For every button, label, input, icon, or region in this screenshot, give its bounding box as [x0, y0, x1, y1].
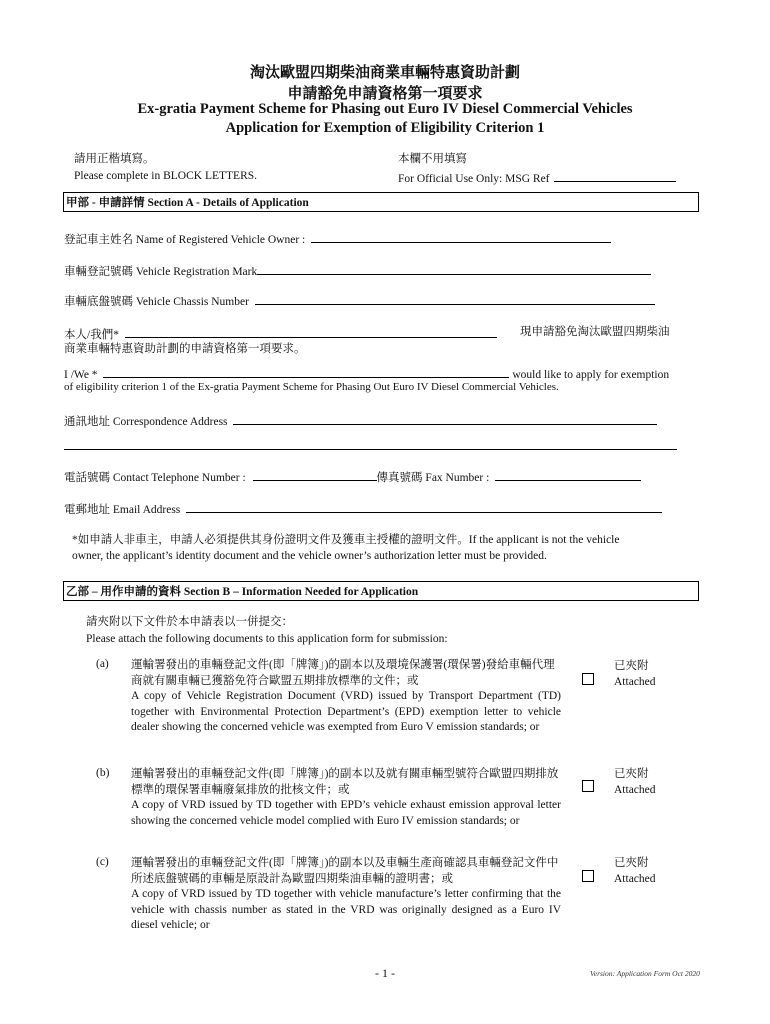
note-en-1: If the applicant is not the vehicle: [468, 534, 620, 546]
item-a-attached-label: [614, 658, 656, 690]
owner-name-row: [64, 230, 611, 248]
declaration-en-prefix: I /We *: [64, 369, 98, 381]
chassis-number-row: [64, 292, 655, 310]
section-b-heading: 乙部 – 用作申請的資料 Section B – Information Needed for Application: [63, 581, 699, 601]
item-c-zh: 運輸署發出的車輛登記文件(即「牌簿」)的副本以及車輛生產商確認具車輛登記文件中所述底盤號碼的車輛是原設計為歐盟四期柴油車輛的證明書；或: [131, 857, 559, 885]
instruction-zh: 請用正楷填寫。: [74, 153, 155, 165]
section-b-intro-zh: 請夾附以下文件於本申請表以一併提交：: [86, 616, 293, 628]
item-b-attached-checkbox[interactable]: [582, 780, 594, 792]
declaration-en-line2: of eligibility criterion 1 of the Ex-gratia Payment Scheme for Phasing Out Euro IV Diesel Commercial Vehicles.: [64, 381, 559, 393]
page-number: - 1 -: [375, 966, 395, 980]
version-label: Version: Application Form Oct 2020: [590, 969, 700, 978]
section-b-intro-en: Please attach the following documents to this application form for submission:: [86, 633, 448, 645]
title-zh-1: 淘汰歐盟四期柴油商業車輛特惠資助計劃: [249, 65, 520, 81]
phone-field[interactable]: [253, 468, 377, 481]
declaration-name-field-zh[interactable]: [125, 325, 497, 338]
item-a-attached-zh: 已夾附: [614, 660, 649, 672]
phone-label: 電話號碼 Contact Telephone Number :: [64, 472, 246, 484]
declaration-zh-prefix: 本人/我們*: [64, 329, 119, 341]
email-label: 電郵地址 Email Address: [64, 504, 181, 516]
item-a-tag: (a): [96, 658, 109, 670]
official-use-en: [398, 169, 676, 187]
owner-name-field[interactable]: [311, 230, 611, 243]
registration-mark-field[interactable]: [257, 262, 651, 275]
item-a-en: A copy of Vehicle Registration Document (VRD) issued by Transport Department (TD) together with Environmental Protection Department’s (EPD) exemption letter to vehicle dealer showing the concerned vehicle was exempted from Euro V emission standards; or: [131, 690, 561, 733]
item-b-tag: (b): [96, 767, 110, 779]
msg-ref-field[interactable]: [554, 169, 676, 182]
registration-mark-row: [64, 262, 651, 280]
item-b-attached-en: Attached: [614, 784, 656, 796]
address-field-line2[interactable]: [64, 449, 677, 450]
item-a-zh: 運輸署發出的車輛登記文件(即「牌簿」)的副本以及環境保護署(環保署)發給車輛代理商就有關車輛已獲豁免符合歐盟五期排放標準的文件；或: [131, 659, 555, 687]
address-row: [64, 412, 657, 430]
title-en-2: Application for Exemption of Eligibility Criterion 1: [225, 120, 545, 136]
item-c-attached-en: Attached: [614, 873, 656, 885]
phone-fax-row: [64, 468, 641, 486]
section-a-heading: 甲部 - 申請詳情 Section A - Details of Application: [63, 192, 699, 212]
item-c-text: [131, 856, 561, 934]
email-row: [64, 500, 662, 518]
note-zh: *如申請人非車主，申請人必須提供其身份證明文件及獲車主授權的證明文件。: [72, 534, 469, 546]
official-use-zh: 本欄不用填寫: [398, 153, 467, 165]
applicant-note: [72, 532, 690, 564]
owner-name-label: 登記車主姓名 Name of Registered Vehicle Owner :: [64, 234, 306, 246]
declaration-zh-row: [64, 325, 497, 343]
fax-label: 傳真號碼 Fax Number :: [376, 472, 490, 484]
chassis-number-label: 車輛底盤號碼 Vehicle Chassis Number: [64, 296, 249, 308]
item-b-attached-zh: 已夾附: [614, 768, 649, 780]
item-c-attached-zh: 已夾附: [614, 857, 649, 869]
chassis-number-field[interactable]: [255, 292, 655, 305]
item-c-en: A copy of VRD issued by TD together with vehicle manufacture’s letter confirming that the vehicle with chassis number as stated in the VRD was originally designed as a Euro IV diesel vehicle; or: [131, 888, 561, 931]
declaration-zh-suffix: 現申請豁免淘汰歐盟四期柴油: [520, 326, 670, 338]
note-en-2: owner, the applicant’s identity document and the vehicle owner’s authorization letter must be provided.: [72, 550, 547, 562]
item-b-zh: 運輸署發出的車輛登記文件(即「牌簿」)的副本以及就有關車輛型號符合歐盟四期排放標準的環保署車輛廢氣排放的批核文件；或: [131, 768, 559, 796]
item-b-en: A copy of VRD issued by TD together with EPD’s vehicle exhaust emission approval letter showing the concerned vehicle model complied with Euro IV emission standards; or: [131, 799, 561, 827]
registration-mark-label: 車輛登記號碼 Vehicle Registration Mark: [64, 266, 258, 278]
title-en-1: Ex-gratia Payment Scheme for Phasing out Euro IV Diesel Commercial Vehicles: [137, 101, 633, 117]
declaration-en-suffix: would like to apply for exemption: [512, 369, 670, 381]
email-field[interactable]: [186, 500, 662, 513]
declaration-name-field-en[interactable]: [103, 365, 509, 378]
item-c-attached-label: [614, 855, 656, 887]
address-label: 通訊地址 Correspondence Address: [64, 416, 228, 428]
item-a-attached-en: Attached: [614, 676, 656, 688]
item-a-attached-checkbox[interactable]: [582, 673, 594, 685]
fax-field[interactable]: [495, 468, 641, 481]
item-c-tag: (c): [96, 856, 109, 868]
official-use-label: For Official Use Only: MSG Ref: [398, 173, 550, 185]
item-b-attached-label: [614, 766, 656, 798]
instruction-en: Please complete in BLOCK LETTERS.: [74, 170, 258, 182]
item-b-text: [131, 767, 561, 829]
item-a-text: [131, 658, 561, 736]
item-c-attached-checkbox[interactable]: [582, 870, 594, 882]
title-zh-2: 申請豁免申請資格第一項要求: [287, 86, 483, 102]
declaration-zh-line2: 商業車輛特惠資助計劃的申請資格第一項要求。: [64, 343, 306, 355]
address-field-line1[interactable]: [233, 412, 657, 425]
